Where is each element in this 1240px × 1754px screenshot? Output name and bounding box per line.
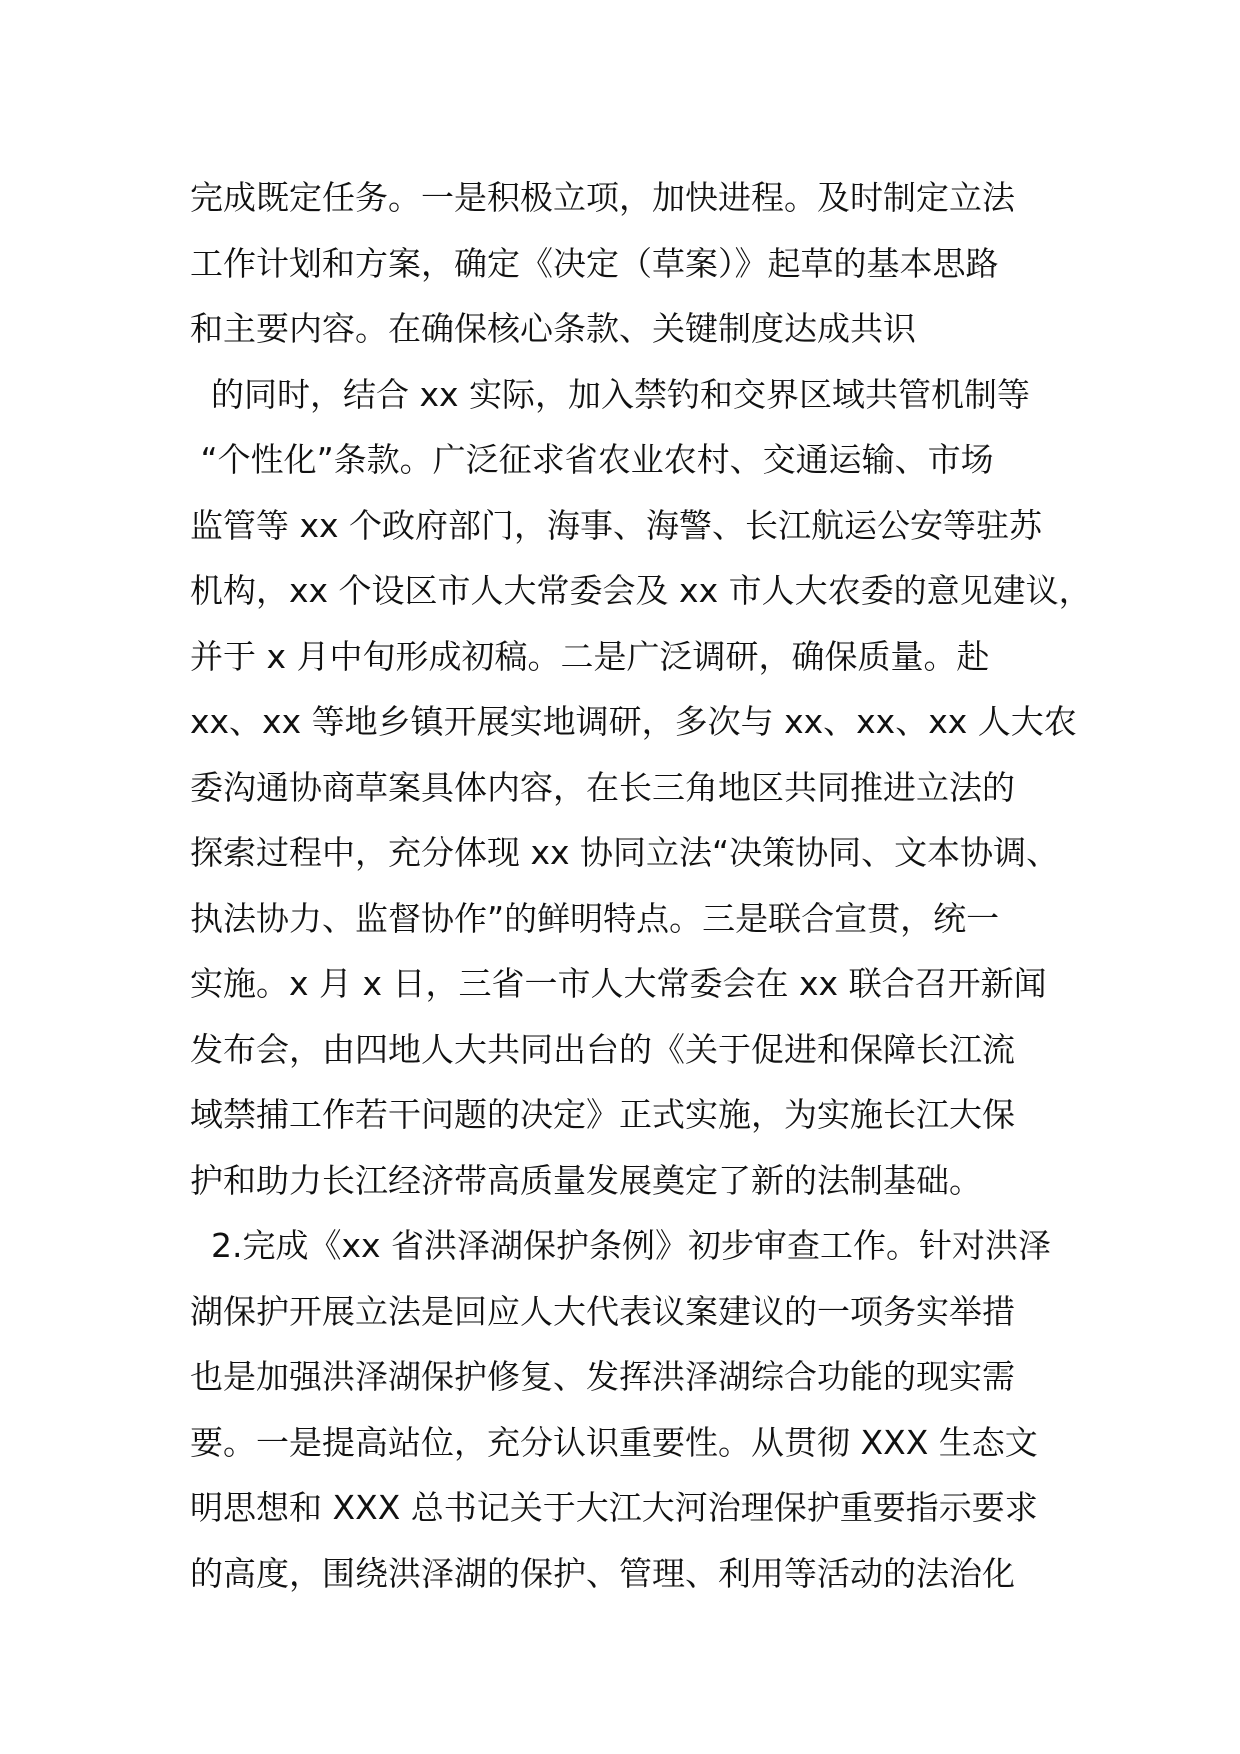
text-line: 湖保护开展立法是回应人大代表议案建议的一项务实举措 xyxy=(190,1291,1015,1331)
text-line: 实施。x 月 x 日，三省一市人大常委会在 xx 联合召开新闻 xyxy=(190,964,1047,1003)
text-line: 委沟通协商草案具体内容，在长三角地区共同推进立法的 xyxy=(190,767,1015,807)
text-line: 工作计划和方案，确定《决定（草案）》起草的基本思路 xyxy=(190,243,999,283)
text-line: 也是加强洪泽湖保护修复、发挥洪泽湖综合功能的现实需 xyxy=(190,1357,1015,1396)
text-line: 2.完成《xx 省洪泽湖保护条例》初步审查工作。针对洪泽 xyxy=(190,1226,1052,1265)
text-line: 并于 x 月中旬形成初稿。二是广泛调研，确保质量。赴 xyxy=(190,636,990,676)
text-line: 明思想和 XXX 总书记关于大江大河治理保护重要指示要求 xyxy=(190,1488,1038,1527)
text-line: 完成既定任务。一是积极立项，加快进程。及时制定立法 xyxy=(190,178,1015,217)
text-line: xx、xx 等地乡镇开展实地调研，多次与 xx、xx、xx 人大农 xyxy=(190,702,1077,741)
text-line: 域禁捕工作若干问题的决定》正式实施，为实施长江大保 xyxy=(190,1095,1015,1134)
text-line: 的高度，围绕洪泽湖的保护、管理、利用等活动的法治化 xyxy=(190,1553,1015,1593)
text-line: 护和助力长江经济带高质量发展奠定了新的法制基础。 xyxy=(190,1160,982,1200)
text-line: 探索过程中，充分体现 xx 协同立法“决策协同、文本协调、 xyxy=(190,833,1060,872)
text-line: 和主要内容。在确保核心条款、关键制度达成共识 xyxy=(190,309,916,348)
body-text xyxy=(190,165,1090,1606)
text-line: 执法协力、监督协作”的鲜明特点。三是联合宣贯，统一 xyxy=(190,898,1000,938)
text-line: 发布会，由四地人大共同出台的《关于促进和保障长江流 xyxy=(190,1029,1015,1069)
text-line: 监管等 xx 个政府部门，海事、海警、长江航运公安等驻苏 xyxy=(190,505,1043,545)
text-line: 要。一是提高站位，充分认识重要性。从贯彻 XXX 生态文 xyxy=(190,1422,1038,1462)
text-line: 机构，xx 个设区市人大常委会及 xx 市人大农委的意见建议， xyxy=(190,571,1092,610)
text-line: 的同时，结合 xx 实际，加入禁钓和交界区域共管机制等 xyxy=(190,374,1031,414)
text-line: “个性化”条款。广泛征求省农业农村、交通运输、市场 xyxy=(190,440,994,479)
